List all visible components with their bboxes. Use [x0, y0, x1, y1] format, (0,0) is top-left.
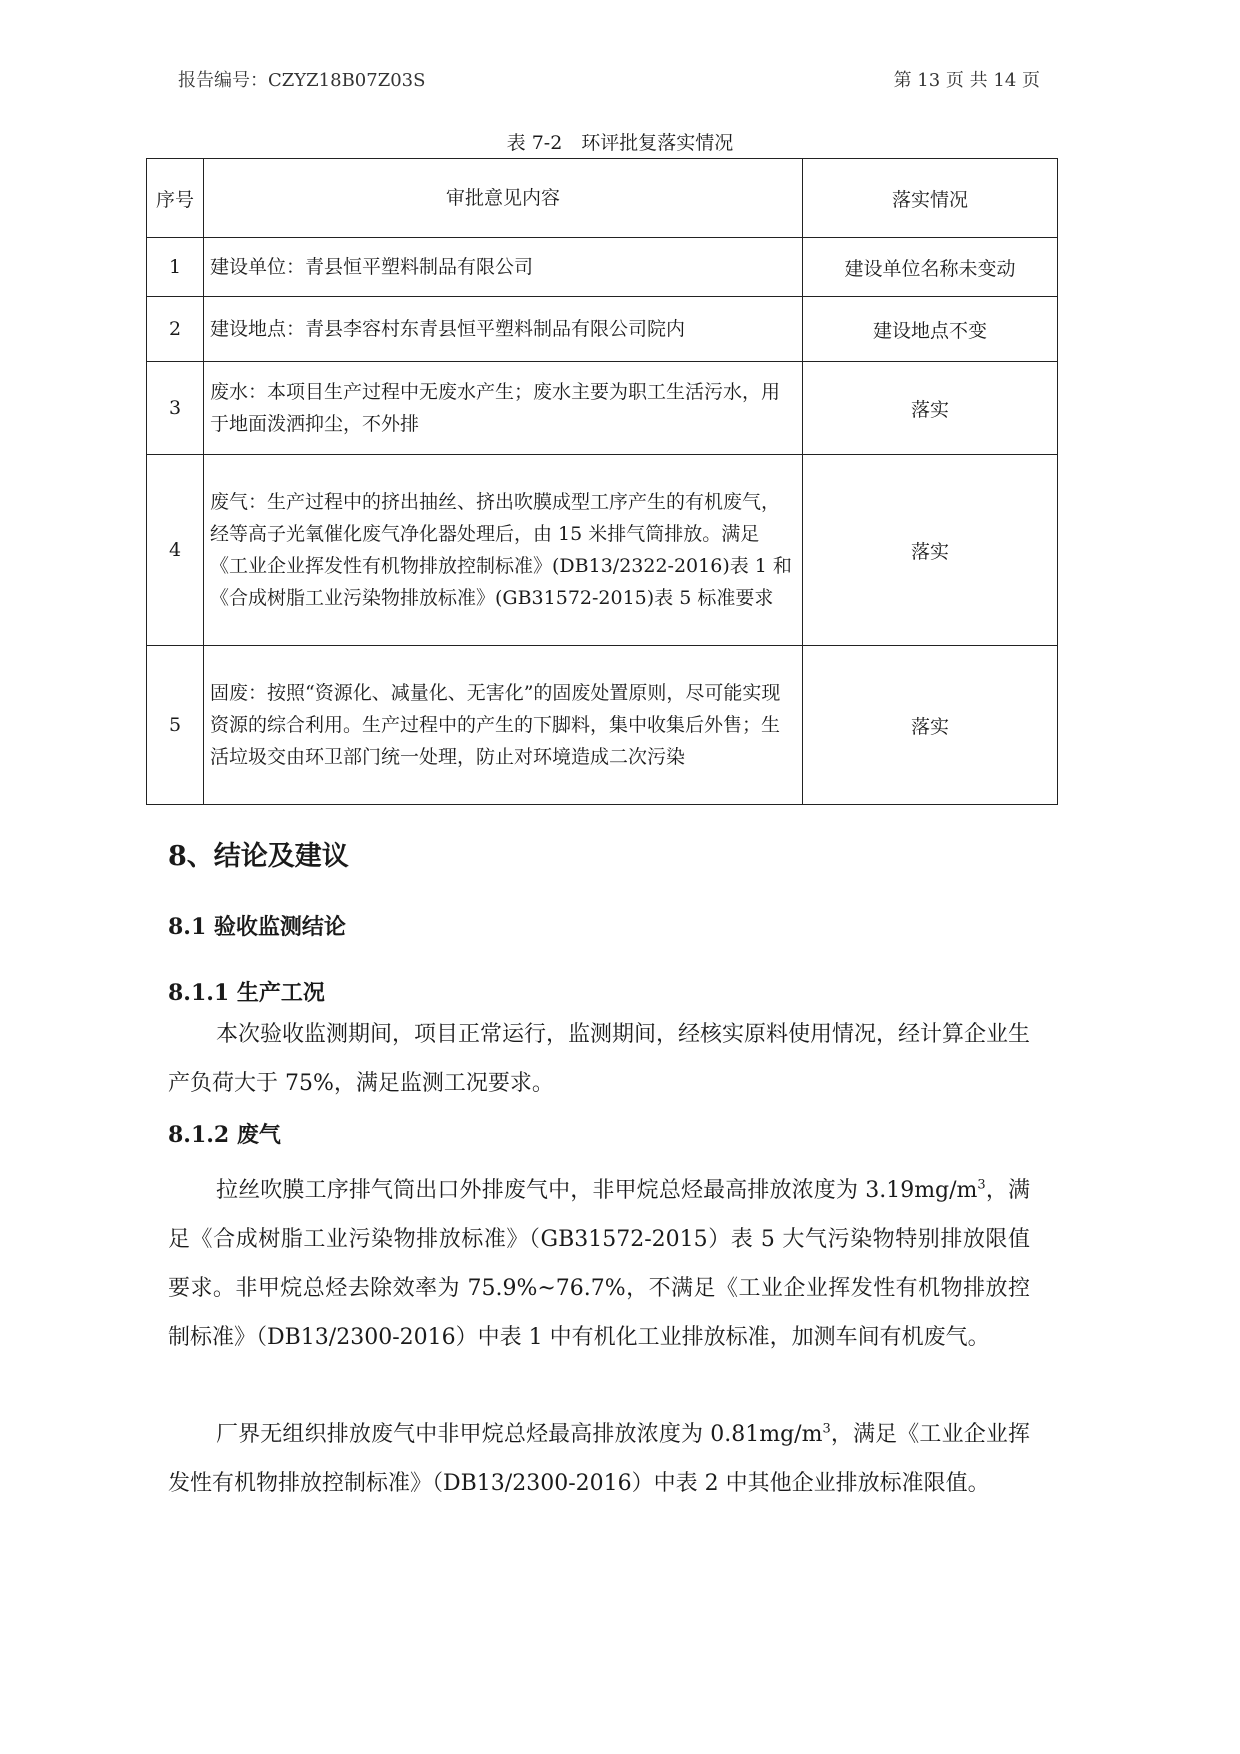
row-content: 建设地点：青县李容村东青县恒平塑料制品有限公司院内	[204, 297, 803, 362]
row-content: 固废：按照“资源化、减量化、无害化”的固废处置原则，尽可能实现资源的综合利用。生产过程中的产生的下脚料，集中收集后外售；生活垃圾交由环卫部门统一处理，防止对环境造成二次污染	[204, 646, 803, 805]
table-row	[147, 455, 1058, 646]
fugitive-text-b: ，满足《工业企业挥发性有机物排放控制标准》（DB13/2300-2016）中表 2 中其他企业排放标准限值。	[168, 1422, 1030, 1496]
paragraph-exhaust	[168, 1166, 1030, 1362]
exhaust-text-b: ，满足《合成树脂工业污染物排放标准》（GB31572-2015）表 5 大气污染物特别排放限值要求。非甲烷总烃去除效率为 75.9%~76.7%，不满足《工业企业挥发性有机物排放控制标准》（DB13/2300-2016）中表 1 中有机化工业排放标准，加测车间有机废气。	[168, 1178, 1030, 1350]
row-content: 建设单位：青县恒平塑料制品有限公司	[204, 238, 803, 297]
row-no: 3	[147, 362, 204, 455]
row-content: 废水：本项目生产过程中无废水产生；废水主要为职工生活污水，用于地面泼洒抑尘，不外排	[204, 362, 803, 455]
row-content: 废气：生产过程中的挤出抽丝、挤出吹膜成型工序产生的有机废气，经等高子光氧催化废气净化器处理后，由 15 米排气筒排放。满足《工业企业挥发性有机物排放控制标准》(DB13/2322-2016)表 1 和《合成树脂工业污染物排放标准》(GB31572-2015)表 5 标准要求	[204, 455, 803, 646]
table-row	[147, 646, 1058, 805]
paragraph-production: 本次验收监测期间，项目正常运行，监测期间，经核实原料使用情况，经计算企业生产负荷大于 75%，满足监测工况要求。	[168, 1022, 1031, 1096]
row-result: 建设单位名称未变动	[803, 238, 1058, 297]
superscript: 3	[822, 1421, 831, 1437]
row-result: 建设地点不变	[803, 297, 1058, 362]
table-row	[147, 297, 1058, 362]
fugitive-text-a: 厂界无组织排放废气中非甲烷总烃最高排放浓度为 0.81mg/m	[216, 1422, 823, 1447]
row-result: 落实	[803, 455, 1058, 646]
table-row	[147, 238, 1058, 297]
row-result: 落实	[803, 646, 1058, 805]
header-no: 序号	[147, 159, 204, 238]
section-8-1-1-title: 8.1.1 生产工况	[168, 980, 325, 1006]
row-no: 2	[147, 297, 204, 362]
exhaust-text-a: 拉丝吹膜工序排气筒出口外排废气中，非甲烷总烃最高排放浓度为 3.19mg/m	[216, 1178, 978, 1203]
page-number: 第 13 页 共 14 页	[893, 70, 1040, 91]
row-no: 1	[147, 238, 204, 297]
header-result: 落实情况	[803, 159, 1058, 238]
section-8-1-title: 8.1 验收监测结论	[168, 914, 346, 940]
page-header	[178, 66, 1040, 92]
section-8-title: 8、结论及建议	[168, 841, 349, 872]
row-no: 5	[147, 646, 204, 805]
header-content: 审批意见内容	[204, 159, 803, 238]
row-no: 4	[147, 455, 204, 646]
paragraph-fugitive	[168, 1410, 1030, 1508]
table-caption: 表 7-2 环评批复落实情况	[506, 132, 734, 154]
report-number: 报告编号：CZYZ18B07Z03S	[178, 70, 426, 91]
approval-table	[146, 158, 1058, 805]
row-result: 落实	[803, 362, 1058, 455]
table-row	[147, 362, 1058, 455]
section-8-1-2-title: 8.1.2 废气	[168, 1122, 281, 1148]
superscript: 3	[977, 1177, 986, 1193]
table-header-row	[147, 159, 1058, 238]
